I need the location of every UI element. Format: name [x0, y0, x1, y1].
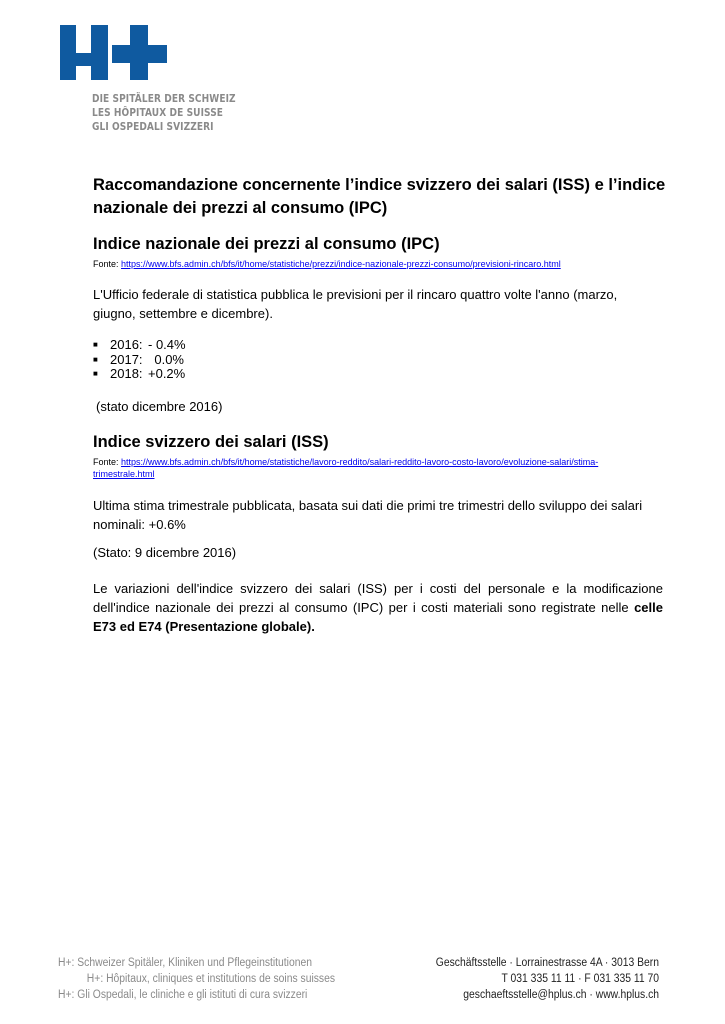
bullet-icon: ■: [93, 340, 98, 349]
year: 2018:: [110, 366, 143, 381]
source-label: Fonte:: [93, 457, 119, 467]
footer-line: H+: Hôpitaux, cliniques et institutions de soins suisses: [86, 973, 336, 985]
bullet-icon: ■: [93, 369, 98, 378]
ipc-status: (stato dicembre 2016): [96, 399, 223, 414]
footer-left: [58, 955, 335, 1003]
logo-tagline-it: GLI OSPEDALI SVIZZERI: [92, 121, 214, 133]
list-item: [93, 367, 184, 382]
footer-line: H+: Schweizer Spitäler, Kliniken und Pflegeinstitutionen: [58, 957, 313, 969]
list-item: [93, 353, 184, 368]
footer-right: [436, 955, 659, 1003]
footer-line: H+: Gli Ospedali, le cliniche e gli istituti di cura svizzeri: [58, 989, 308, 1001]
footer-address: Geschäftsstelle · Lorrainestrasse 4A · 3013 Bern: [435, 957, 659, 969]
iss-source-link[interactable]: https://www.bfs.admin.ch/bfs/it/home/statistiche/lavoro-reddito/salari-reddito-lavoro-costo-lavoro/evoluzione-salari/stima-trimestrale.html: [93, 457, 599, 479]
value: 0.0%: [154, 351, 184, 367]
year: 2016:: [110, 337, 143, 352]
list-item: [93, 338, 184, 353]
ipc-forecast-list: [93, 338, 184, 382]
iss-heading: Indice svizzero dei salari (ISS): [93, 433, 329, 451]
ipc-source-link[interactable]: https://www.bfs.admin.ch/bfs/it/home/statistiche/prezzi/indice-nazionale-prezzi-consumo/previsioni-rincaro.html: [121, 259, 561, 269]
ipc-source: [93, 258, 653, 270]
iss-source: [93, 456, 653, 480]
value: +0.2%: [148, 366, 186, 381]
note-text: Le variazioni dell'indice svizzero dei salari (ISS) per i costi del personale e la modificazione dell'indice nazionale dei prezzi al consumo (IPC) per i costi materiali sono registrate nelle: [93, 581, 663, 615]
document-title: Raccomandazione concernente l’indice svizzero dei salari (ISS) e l’indice nazionale dei prezzi al consumo (IPC): [93, 176, 666, 217]
iss-note: [93, 579, 663, 636]
iss-text: Ultima stima trimestrale pubblicata, basata sui dati die primi tre trimestri dello sviluppo dei salari nominali: +0.6%: [93, 498, 643, 532]
note-bold-text: celle E73 ed E74 (Presentazione globale).: [93, 600, 663, 634]
year: 2017:: [110, 351, 143, 367]
ipc-text: L'Ufficio federale di statistica pubblica le previsioni per il rincaro quattro volte l'anno (marzo, giugno, settembre e dicembre).: [93, 287, 618, 321]
value: - 0.4%: [148, 337, 186, 352]
iss-status: (Stato: 9 dicembre 2016): [93, 545, 237, 560]
source-label: Fonte:: [93, 259, 119, 269]
bullet-icon: ■: [93, 354, 98, 364]
logo-tagline-fr: LES HÔPITAUX DE SUISSE: [92, 107, 224, 119]
logo-tagline-de: DIE SPITÄLER DER SCHWEIZ: [92, 93, 236, 105]
footer-phone: T 031 335 11 11 · F 031 335 11 70: [501, 973, 659, 985]
ipc-heading: Indice nazionale dei prezzi al consumo (IPC): [93, 235, 440, 253]
footer-contact: geschaeftsstelle@hplus.ch · www.hplus.ch: [463, 989, 659, 1001]
hplus-logo: [60, 25, 168, 81]
